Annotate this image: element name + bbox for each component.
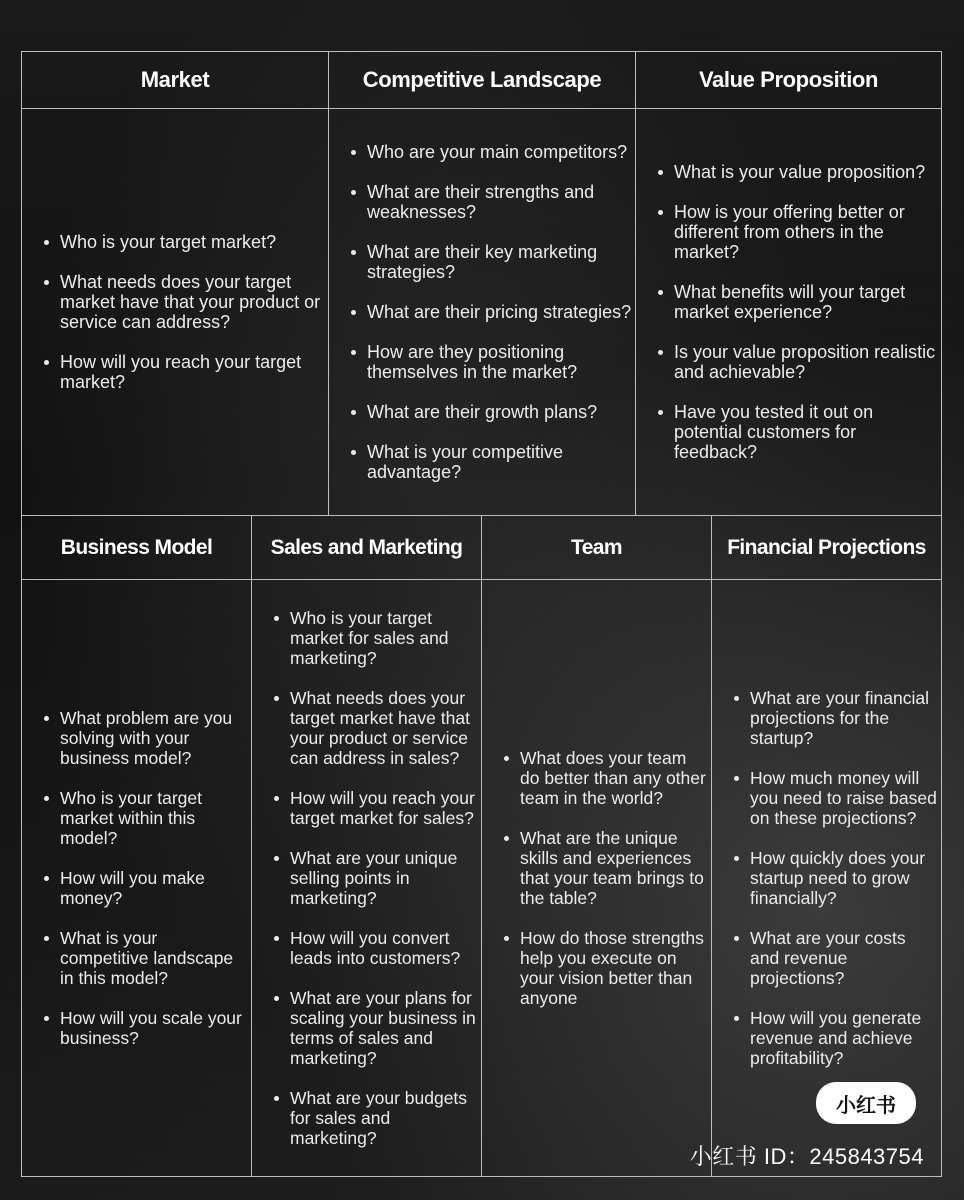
question-list (658, 162, 939, 462)
section-title: Team (482, 516, 711, 580)
section-title: Sales and Marketing (252, 516, 481, 580)
section-body (482, 580, 711, 1176)
question-item: What does your team do better than any other team in the world? (504, 748, 709, 808)
question-item: What are your unique selling points in marketing? (274, 848, 479, 908)
section-competitive-landscape (329, 52, 636, 515)
question-item: What are their key marketing strategies? (351, 242, 633, 282)
question-list (274, 608, 479, 1148)
question-item: How do those strengths help you execute on your vision better than anyone (504, 928, 709, 1008)
question-list (351, 142, 633, 482)
section-title: Value Proposition (636, 52, 941, 109)
section-market (22, 52, 329, 515)
section-financial-projections (712, 516, 941, 1176)
question-item: How will you reach your target market for sales? (274, 788, 479, 828)
question-item: Is your value proposition realistic and achievable? (658, 342, 939, 382)
question-item: What benefits will your target market experience? (658, 282, 939, 322)
section-business-model (22, 516, 252, 1176)
question-item: How are they positioning themselves in the market? (351, 342, 633, 382)
question-item: What problem are you solving with your business model? (44, 708, 249, 768)
xiaohongshu-logo: 小红书 (816, 1082, 916, 1124)
question-item: What are their growth plans? (351, 402, 633, 422)
question-item: What is your competitive advantage? (351, 442, 633, 482)
question-item: What are your plans for scaling your business in terms of sales and marketing? (274, 988, 479, 1068)
framework-table (21, 51, 942, 1177)
question-item: How is your offering better or different from others in the market? (658, 202, 939, 262)
section-title: Market (22, 52, 328, 109)
watermark-id: 小红书 ID：245843754 (689, 1144, 924, 1169)
question-item: How will you make money? (44, 868, 249, 908)
question-list (734, 688, 939, 1068)
section-body (22, 109, 328, 515)
question-item: What are your costs and revenue projections? (734, 928, 939, 988)
question-item: Who is your target market for sales and marketing? (274, 608, 479, 668)
section-title: Business Model (22, 516, 251, 580)
section-body (22, 580, 251, 1176)
question-item: What is your competitive landscape in this model? (44, 928, 249, 988)
section-title: Competitive Landscape (329, 52, 635, 109)
question-item: What are your budgets for sales and marketing? (274, 1088, 479, 1148)
question-item: What needs does your target market have that your product or service can address? (44, 272, 326, 332)
question-item: How will you reach your target market? (44, 352, 326, 392)
question-item: What are their strengths and weaknesses? (351, 182, 633, 222)
section-body (329, 109, 635, 515)
question-item: What are the unique skills and experiences that your team brings to the table? (504, 828, 709, 908)
question-item: Who is your target market? (44, 232, 326, 252)
question-item: What are your financial projections for the startup? (734, 688, 939, 748)
bottom-row (22, 515, 941, 1176)
question-item: Have you tested it out on potential customers for feedback? (658, 402, 939, 462)
question-item: What is your value proposition? (658, 162, 939, 182)
question-list (44, 708, 249, 1048)
section-body (636, 109, 941, 515)
question-item: How will you convert leads into customers? (274, 928, 479, 968)
section-value-proposition (636, 52, 941, 515)
question-item: How will you generate revenue and achieve profitability? (734, 1008, 939, 1068)
question-list (504, 748, 709, 1008)
question-item: How much money will you need to raise based on these projections? (734, 768, 939, 828)
section-sales-and-marketing (252, 516, 482, 1176)
section-body (252, 580, 481, 1176)
section-title: Financial Projections (712, 516, 941, 580)
question-item: What needs does your target market have that your product or service can address in sales? (274, 688, 479, 768)
question-item: What are their pricing strategies? (351, 302, 633, 322)
question-list (44, 232, 326, 392)
question-item: How quickly does your startup need to grow financially? (734, 848, 939, 908)
question-item: Who is your target market within this model? (44, 788, 249, 848)
section-team (482, 516, 712, 1176)
top-row (22, 52, 941, 515)
question-item: Who are your main competitors? (351, 142, 633, 162)
question-item: How will you scale your business? (44, 1008, 249, 1048)
